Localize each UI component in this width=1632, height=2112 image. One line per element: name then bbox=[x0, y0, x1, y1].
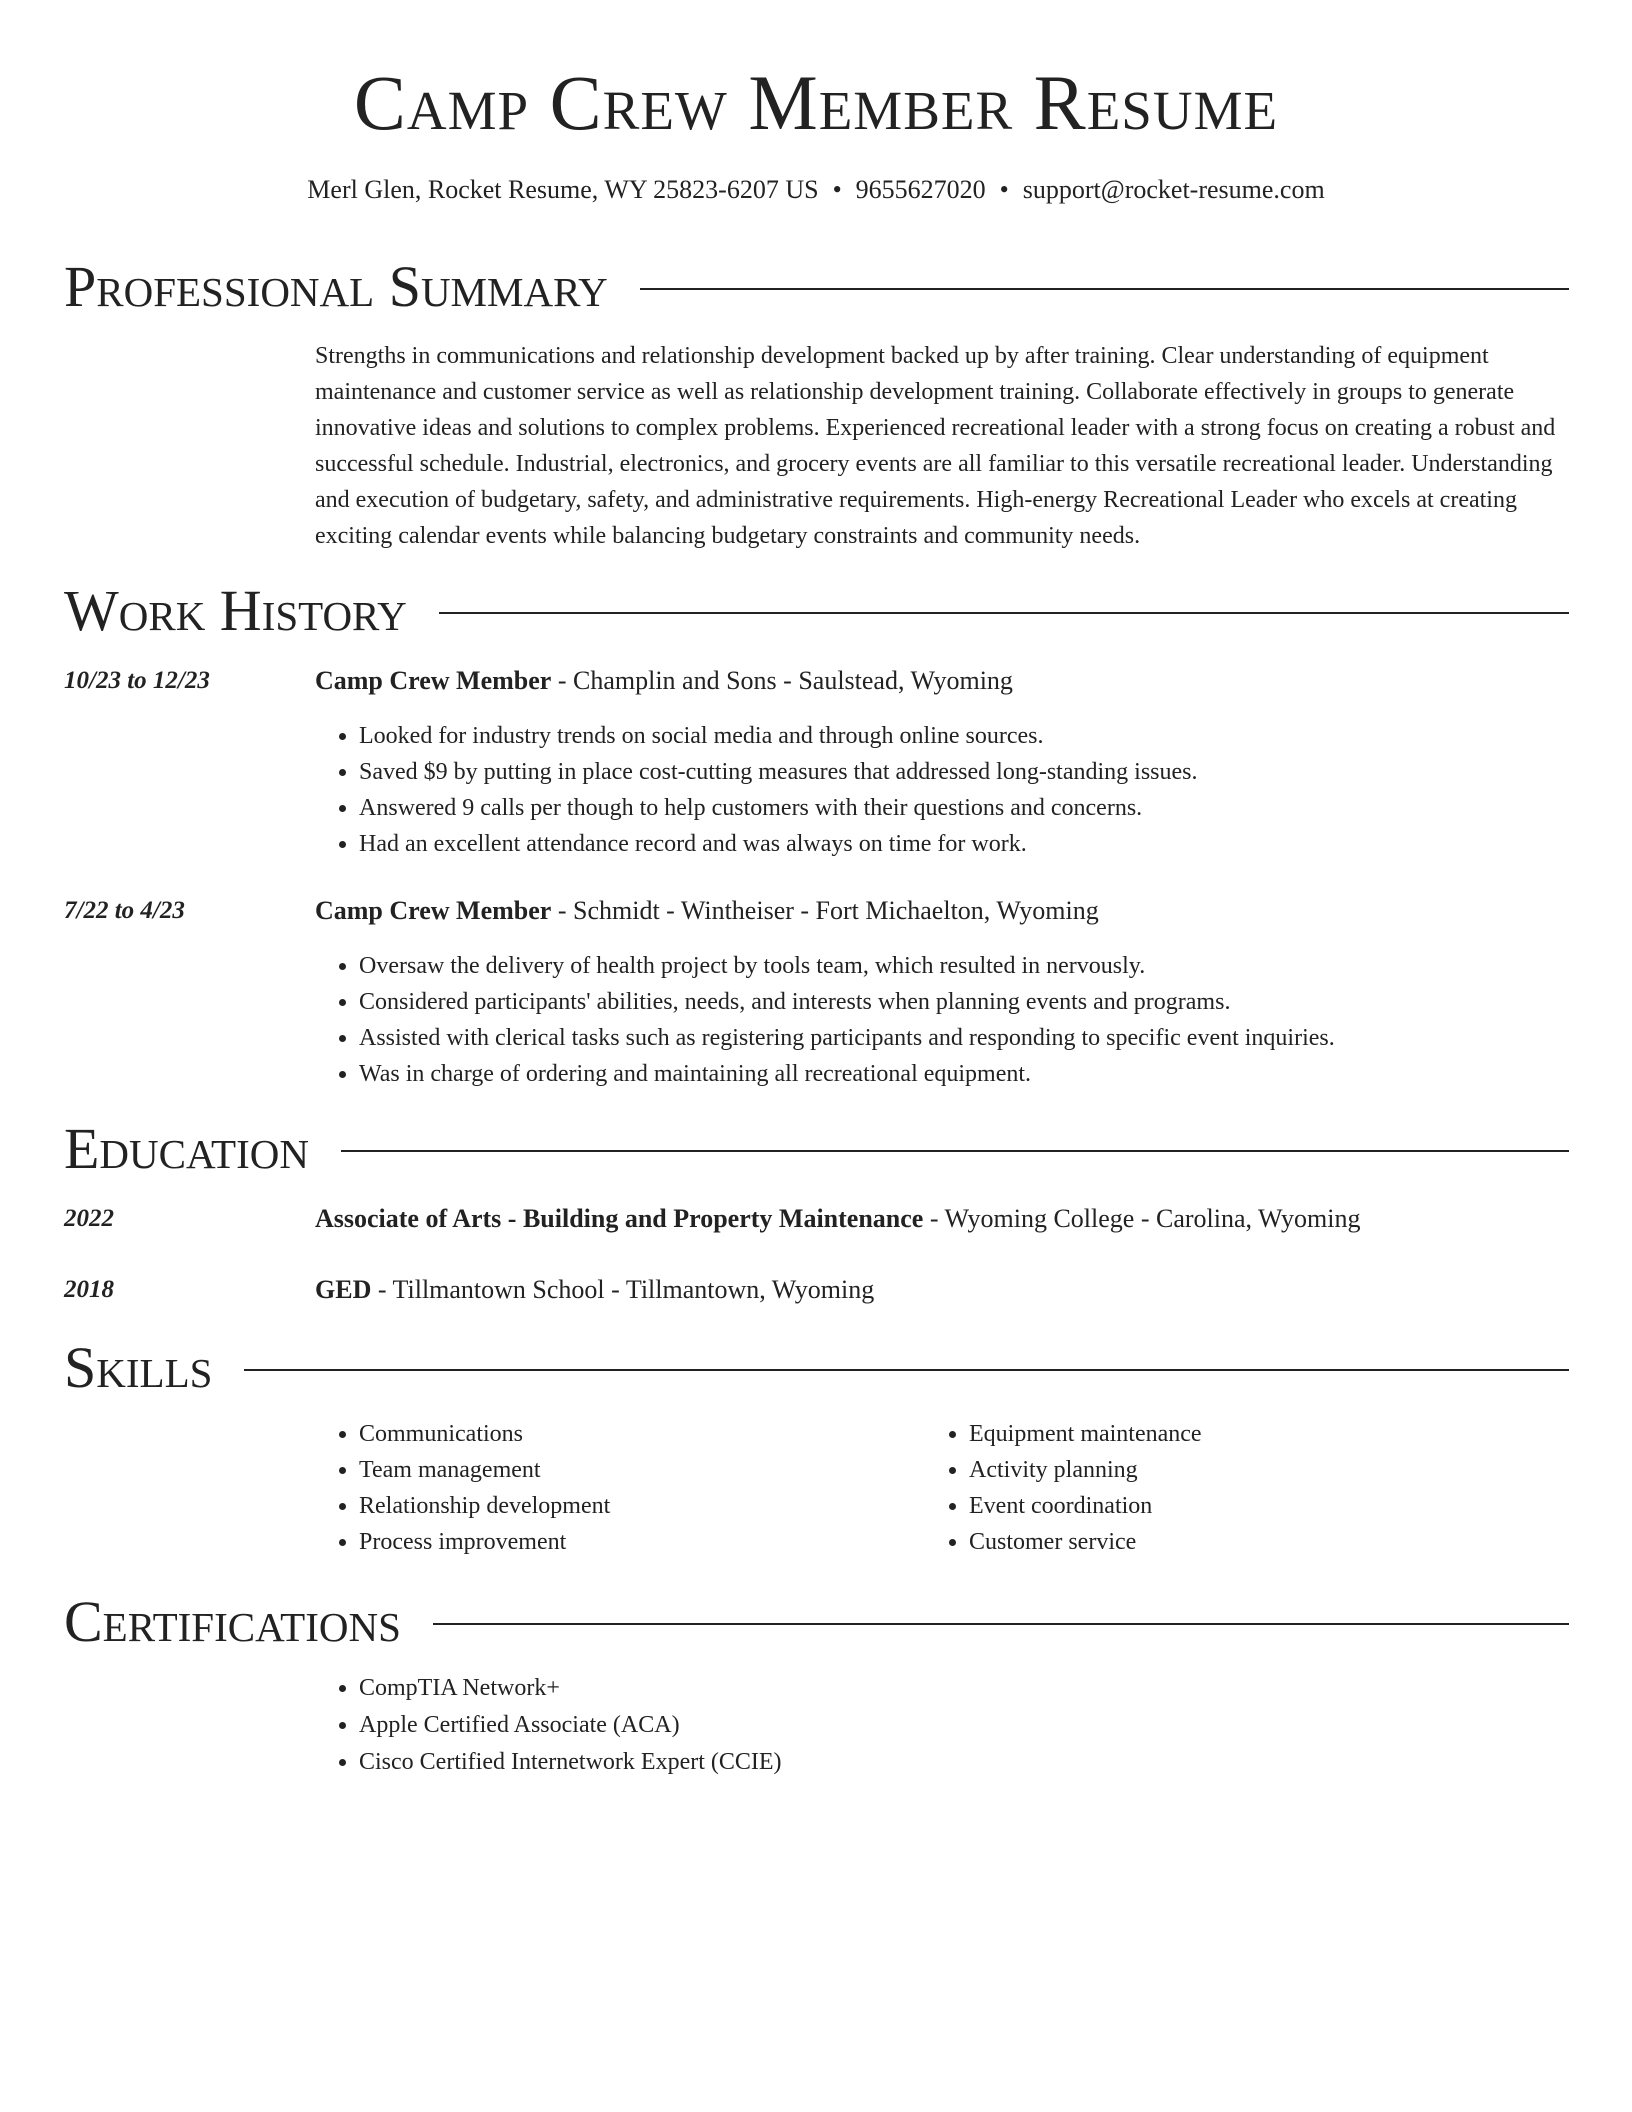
section-title-work: Work History bbox=[64, 578, 407, 643]
job-bullet: • Looked for industry trends on social media and through online sources. bbox=[359, 718, 1198, 754]
skills-list-right bbox=[925, 1416, 1202, 1560]
section-divider bbox=[341, 1150, 1569, 1152]
section-header-work bbox=[64, 576, 1569, 646]
education-details: - Wyoming College - Carolina, Wyoming bbox=[923, 1204, 1361, 1233]
skills-list-left bbox=[315, 1416, 610, 1560]
job-details: - Champlin and Sons - Saulstead, Wyoming bbox=[551, 666, 1013, 695]
education-degree: GED bbox=[315, 1275, 372, 1304]
job-heading bbox=[315, 663, 1013, 699]
certification-item: • Apple Certified Associate (ACA) bbox=[359, 1707, 782, 1744]
skill-item: • Relationship development bbox=[359, 1488, 610, 1524]
job-bullet: • Was in charge of ordering and maintaining all recreational equipment. bbox=[359, 1056, 1335, 1092]
skill-item: • Equipment maintenance bbox=[969, 1416, 1202, 1452]
contact-address: Merl Glen, Rocket Resume, WY 25823-6207 US bbox=[307, 175, 819, 204]
contact-separator: • bbox=[999, 175, 1009, 204]
section-header-summary bbox=[64, 252, 1569, 322]
education-entry bbox=[315, 1272, 874, 1308]
section-title-skills: Skills bbox=[64, 1335, 213, 1400]
job-bullet: • Considered participants' abilities, needs, and interests when planning events and programs. bbox=[359, 984, 1335, 1020]
section-title-summary: Professional Summary bbox=[64, 254, 608, 319]
job-bullets bbox=[315, 948, 1335, 1092]
certifications-list bbox=[315, 1670, 782, 1781]
education-degree: Associate of Arts - Building and Property Maintenance bbox=[315, 1204, 924, 1233]
skill-item: • Team management bbox=[359, 1452, 610, 1488]
skill-item: • Process improvement bbox=[359, 1524, 610, 1560]
section-title-certifications: Certifications bbox=[64, 1589, 401, 1654]
education-year: 2018 bbox=[64, 1276, 114, 1303]
section-divider bbox=[244, 1369, 1569, 1371]
job-bullets bbox=[315, 718, 1198, 862]
summary-text: Strengths in communications and relationship development backed up by after training. Clear understanding of equipment maintenance and customer service as well as relationship development training. Collaborate effectively in groups to generate innovative ideas and solutions to complex problems. Experienced recreational leader with a strong focus on creating a robust and successful schedule. Industrial, electronics, and grocery events are all familiar to this versatile recreational leader. Understanding and execution of budgetary, safety, and administrative requirements. High-energy Recreational Leader who excels at creating exciting calendar events while balancing budgetary constraints and community needs. bbox=[315, 343, 1556, 549]
section-divider bbox=[439, 612, 1569, 614]
education-year: 2022 bbox=[64, 1205, 114, 1232]
section-header-education bbox=[64, 1114, 1569, 1184]
resume-title: Camp Crew Member Resume bbox=[353, 59, 1279, 146]
contact-line bbox=[0, 172, 1632, 208]
job-dates: 10/23 to 12/23 bbox=[64, 667, 210, 694]
section-header-certifications bbox=[64, 1587, 1569, 1657]
certification-item: • Cisco Certified Internetwork Expert (CCIE) bbox=[359, 1744, 782, 1781]
job-details: - Schmidt - Wintheiser - Fort Michaelton, Wyoming bbox=[551, 896, 1099, 925]
job-role: Camp Crew Member bbox=[315, 666, 552, 695]
job-heading bbox=[315, 893, 1099, 929]
job-bullet: • Oversaw the delivery of health project by tools team, which resulted in nervously. bbox=[359, 948, 1335, 984]
skill-item: • Communications bbox=[359, 1416, 610, 1452]
contact-phone: 9655627020 bbox=[855, 175, 986, 204]
skill-item: • Activity planning bbox=[969, 1452, 1202, 1488]
job-bullet: • Had an excellent attendance record and was always on time for work. bbox=[359, 826, 1198, 862]
job-bullet: • Assisted with clerical tasks such as registering participants and responding to specific event inquiries. bbox=[359, 1020, 1335, 1056]
skill-item: • Customer service bbox=[969, 1524, 1202, 1560]
education-entry bbox=[315, 1201, 1360, 1237]
job-bullet: • Answered 9 calls per though to help customers with their questions and concerns. bbox=[359, 790, 1198, 826]
contact-separator: • bbox=[832, 175, 842, 204]
certification-item: • CompTIA Network+ bbox=[359, 1670, 782, 1707]
section-title-education: Education bbox=[64, 1116, 309, 1181]
section-divider bbox=[433, 1623, 1569, 1625]
education-details: - Tillmantown School - Tillmantown, Wyoming bbox=[371, 1275, 875, 1304]
skill-item: • Event coordination bbox=[969, 1488, 1202, 1524]
job-dates: 7/22 to 4/23 bbox=[64, 897, 185, 924]
job-role: Camp Crew Member bbox=[315, 896, 552, 925]
job-bullet: • Saved $9 by putting in place cost-cutting measures that addressed long-standing issues. bbox=[359, 754, 1198, 790]
section-header-skills bbox=[64, 1333, 1569, 1403]
contact-email: support@rocket-resume.com bbox=[1022, 175, 1325, 204]
section-divider bbox=[640, 288, 1569, 290]
